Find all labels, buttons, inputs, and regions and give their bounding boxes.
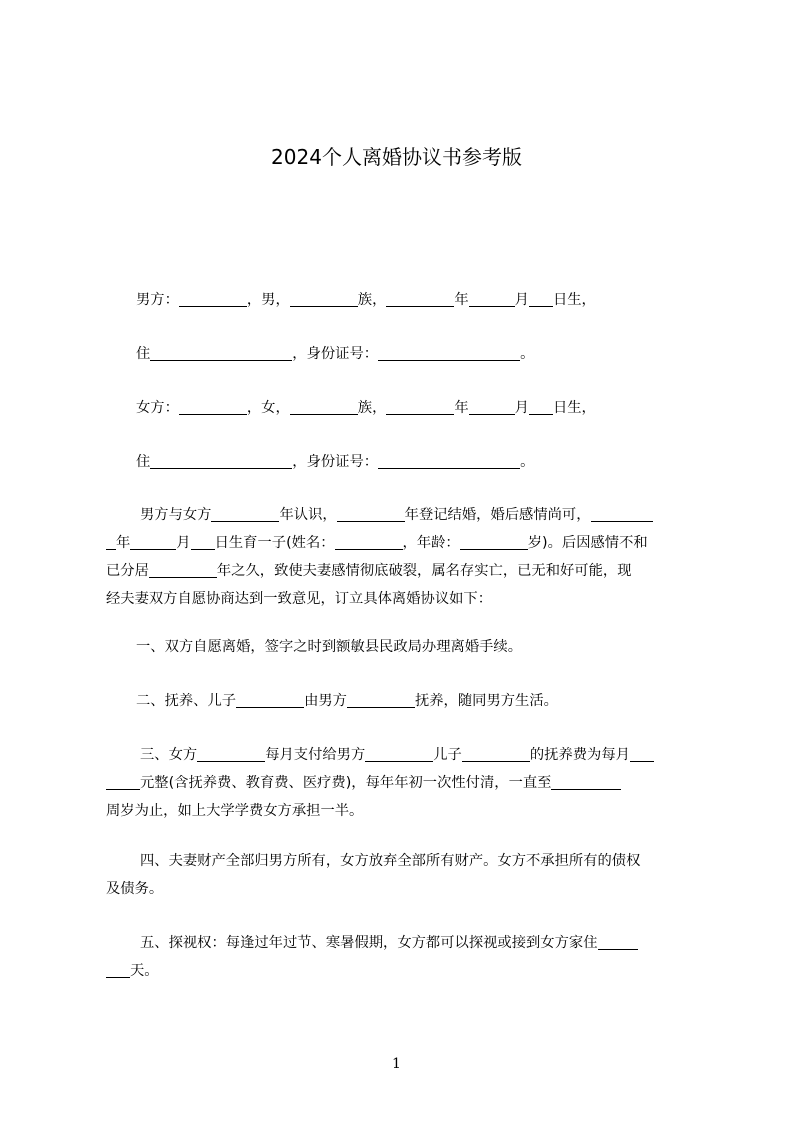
text-segment: 的抚养费为每月 bbox=[529, 747, 630, 763]
text-segment: 五、探视权：每逢过年过节、寒暑假期，女方都可以探视或接到女方家住 bbox=[140, 935, 598, 951]
blank-male-birth-year bbox=[386, 288, 454, 307]
clause-3 bbox=[106, 741, 700, 825]
blank-male-address bbox=[150, 342, 292, 361]
text-segment: 。 bbox=[520, 454, 535, 470]
blank-child-name-support bbox=[462, 743, 530, 762]
text-segment: 抚养，随同男方生活。 bbox=[414, 693, 558, 709]
blank-custodian-name bbox=[347, 689, 415, 708]
blank-visit-days bbox=[598, 931, 638, 950]
clause-1 bbox=[106, 633, 730, 661]
text-segment: 年 bbox=[454, 400, 469, 416]
text-segment: 天。 bbox=[130, 963, 159, 979]
text-segment: 月 bbox=[514, 292, 529, 308]
text-segment: 二、抚养、儿子 bbox=[136, 693, 237, 709]
blank-payer-name bbox=[197, 743, 265, 762]
text-segment: 经夫妻双方自愿协商达到一致意见，订立具体离婚协议如下： bbox=[106, 591, 493, 607]
text-segment: 年登记结婚，婚后感情尚可， bbox=[404, 507, 591, 523]
text-segment: ，女， bbox=[246, 400, 290, 416]
text-segment: 三、女方 bbox=[140, 747, 198, 763]
blank-male-name bbox=[179, 288, 247, 307]
blank-male-birth-month bbox=[469, 288, 515, 307]
text-segment: 族， bbox=[357, 292, 387, 308]
text-segment: 日生育一子(姓名： bbox=[214, 535, 335, 551]
text-segment: 年之久，致使夫妻感情彻底破裂，属名存实亡，已无和好可能，现 bbox=[216, 563, 632, 579]
blank-marriage-year bbox=[337, 503, 405, 522]
male-address-line bbox=[106, 340, 730, 368]
text-segment: 住 bbox=[136, 454, 151, 470]
text-segment: 男方： bbox=[136, 292, 179, 308]
clause-5 bbox=[106, 929, 700, 985]
text-segment: 一、双方自愿离婚，签字之时到额敏县民政局办理离婚手续。 bbox=[136, 639, 523, 655]
text-segment: 月 bbox=[176, 535, 191, 551]
text-segment: 及债务。 bbox=[106, 881, 164, 897]
blank-female-birth-day bbox=[529, 396, 553, 415]
text-segment: 四、夫妻财产全部归男方所有，女方放弃全部所有财产。女方不承担所有的债权 bbox=[140, 853, 641, 869]
blank-monthly-amount bbox=[630, 743, 654, 762]
blank-female-ethnicity bbox=[290, 396, 358, 415]
blank-female-birth-month bbox=[469, 396, 515, 415]
text-segment: 岁)。后因感情不和 bbox=[527, 535, 648, 551]
text-segment: 周岁为止，如上大学学费女方承担一半。 bbox=[106, 803, 364, 819]
blank-female-id-number bbox=[378, 450, 520, 469]
female-party-line bbox=[106, 394, 730, 422]
blank-child-birth-month bbox=[130, 531, 176, 550]
blank-monthly-amount-cont bbox=[106, 771, 140, 790]
text-segment: 日生， bbox=[552, 400, 596, 416]
text-segment: 儿子 bbox=[433, 747, 462, 763]
blank-visit-days-cont bbox=[106, 959, 130, 978]
blank-female-name bbox=[179, 396, 247, 415]
blank-male-ethnicity bbox=[290, 288, 358, 307]
blank-child-age bbox=[460, 531, 528, 550]
document-title: 2024个人离婚协议书参考版 bbox=[271, 145, 522, 169]
male-party-line bbox=[106, 286, 730, 314]
blank-met-year bbox=[211, 503, 279, 522]
blank-payee-name bbox=[365, 743, 433, 762]
blank-female-address bbox=[150, 450, 292, 469]
text-segment: ，身份证号： bbox=[292, 346, 379, 362]
text-segment: 年 bbox=[454, 292, 469, 308]
text-segment: 女方： bbox=[136, 400, 179, 416]
text-segment: 日生， bbox=[552, 292, 596, 308]
text-segment: 每月支付给男方 bbox=[265, 747, 366, 763]
text-segment: 族， bbox=[357, 400, 387, 416]
text-segment: 已分居 bbox=[106, 563, 149, 579]
blank-separation-years bbox=[149, 559, 217, 578]
text-segment: ，男， bbox=[246, 292, 290, 308]
text-segment: 由男方 bbox=[304, 693, 347, 709]
clause-4 bbox=[106, 847, 700, 903]
blank-female-birth-year bbox=[386, 396, 454, 415]
text-segment: 月 bbox=[514, 400, 529, 416]
blank-male-id-number bbox=[378, 342, 520, 361]
clause-2 bbox=[106, 687, 730, 715]
blank-child-birth-year-cont bbox=[106, 531, 116, 550]
text-segment: 住 bbox=[136, 346, 151, 362]
blank-child-birth-day bbox=[191, 531, 215, 550]
blank-male-birth-day bbox=[529, 288, 553, 307]
blank-son-name bbox=[236, 689, 304, 708]
text-segment: 元整(含抚养费、教育费、医疗费)，每年年初一次性付清，一直至 bbox=[140, 775, 552, 791]
blank-child-birth-year bbox=[591, 503, 653, 522]
page-number: 1 bbox=[392, 1056, 401, 1072]
blank-end-age bbox=[551, 771, 621, 790]
text-segment: 男方与女方 bbox=[140, 507, 212, 523]
text-segment: ，年龄： bbox=[402, 535, 460, 551]
blank-child-name bbox=[335, 531, 403, 550]
text-segment: 。 bbox=[520, 346, 535, 362]
text-segment: 年 bbox=[116, 535, 131, 551]
text-segment: ，身份证号： bbox=[292, 454, 379, 470]
female-address-line bbox=[106, 448, 730, 476]
text-segment: 年认识， bbox=[279, 507, 337, 523]
background-paragraph bbox=[106, 501, 700, 613]
